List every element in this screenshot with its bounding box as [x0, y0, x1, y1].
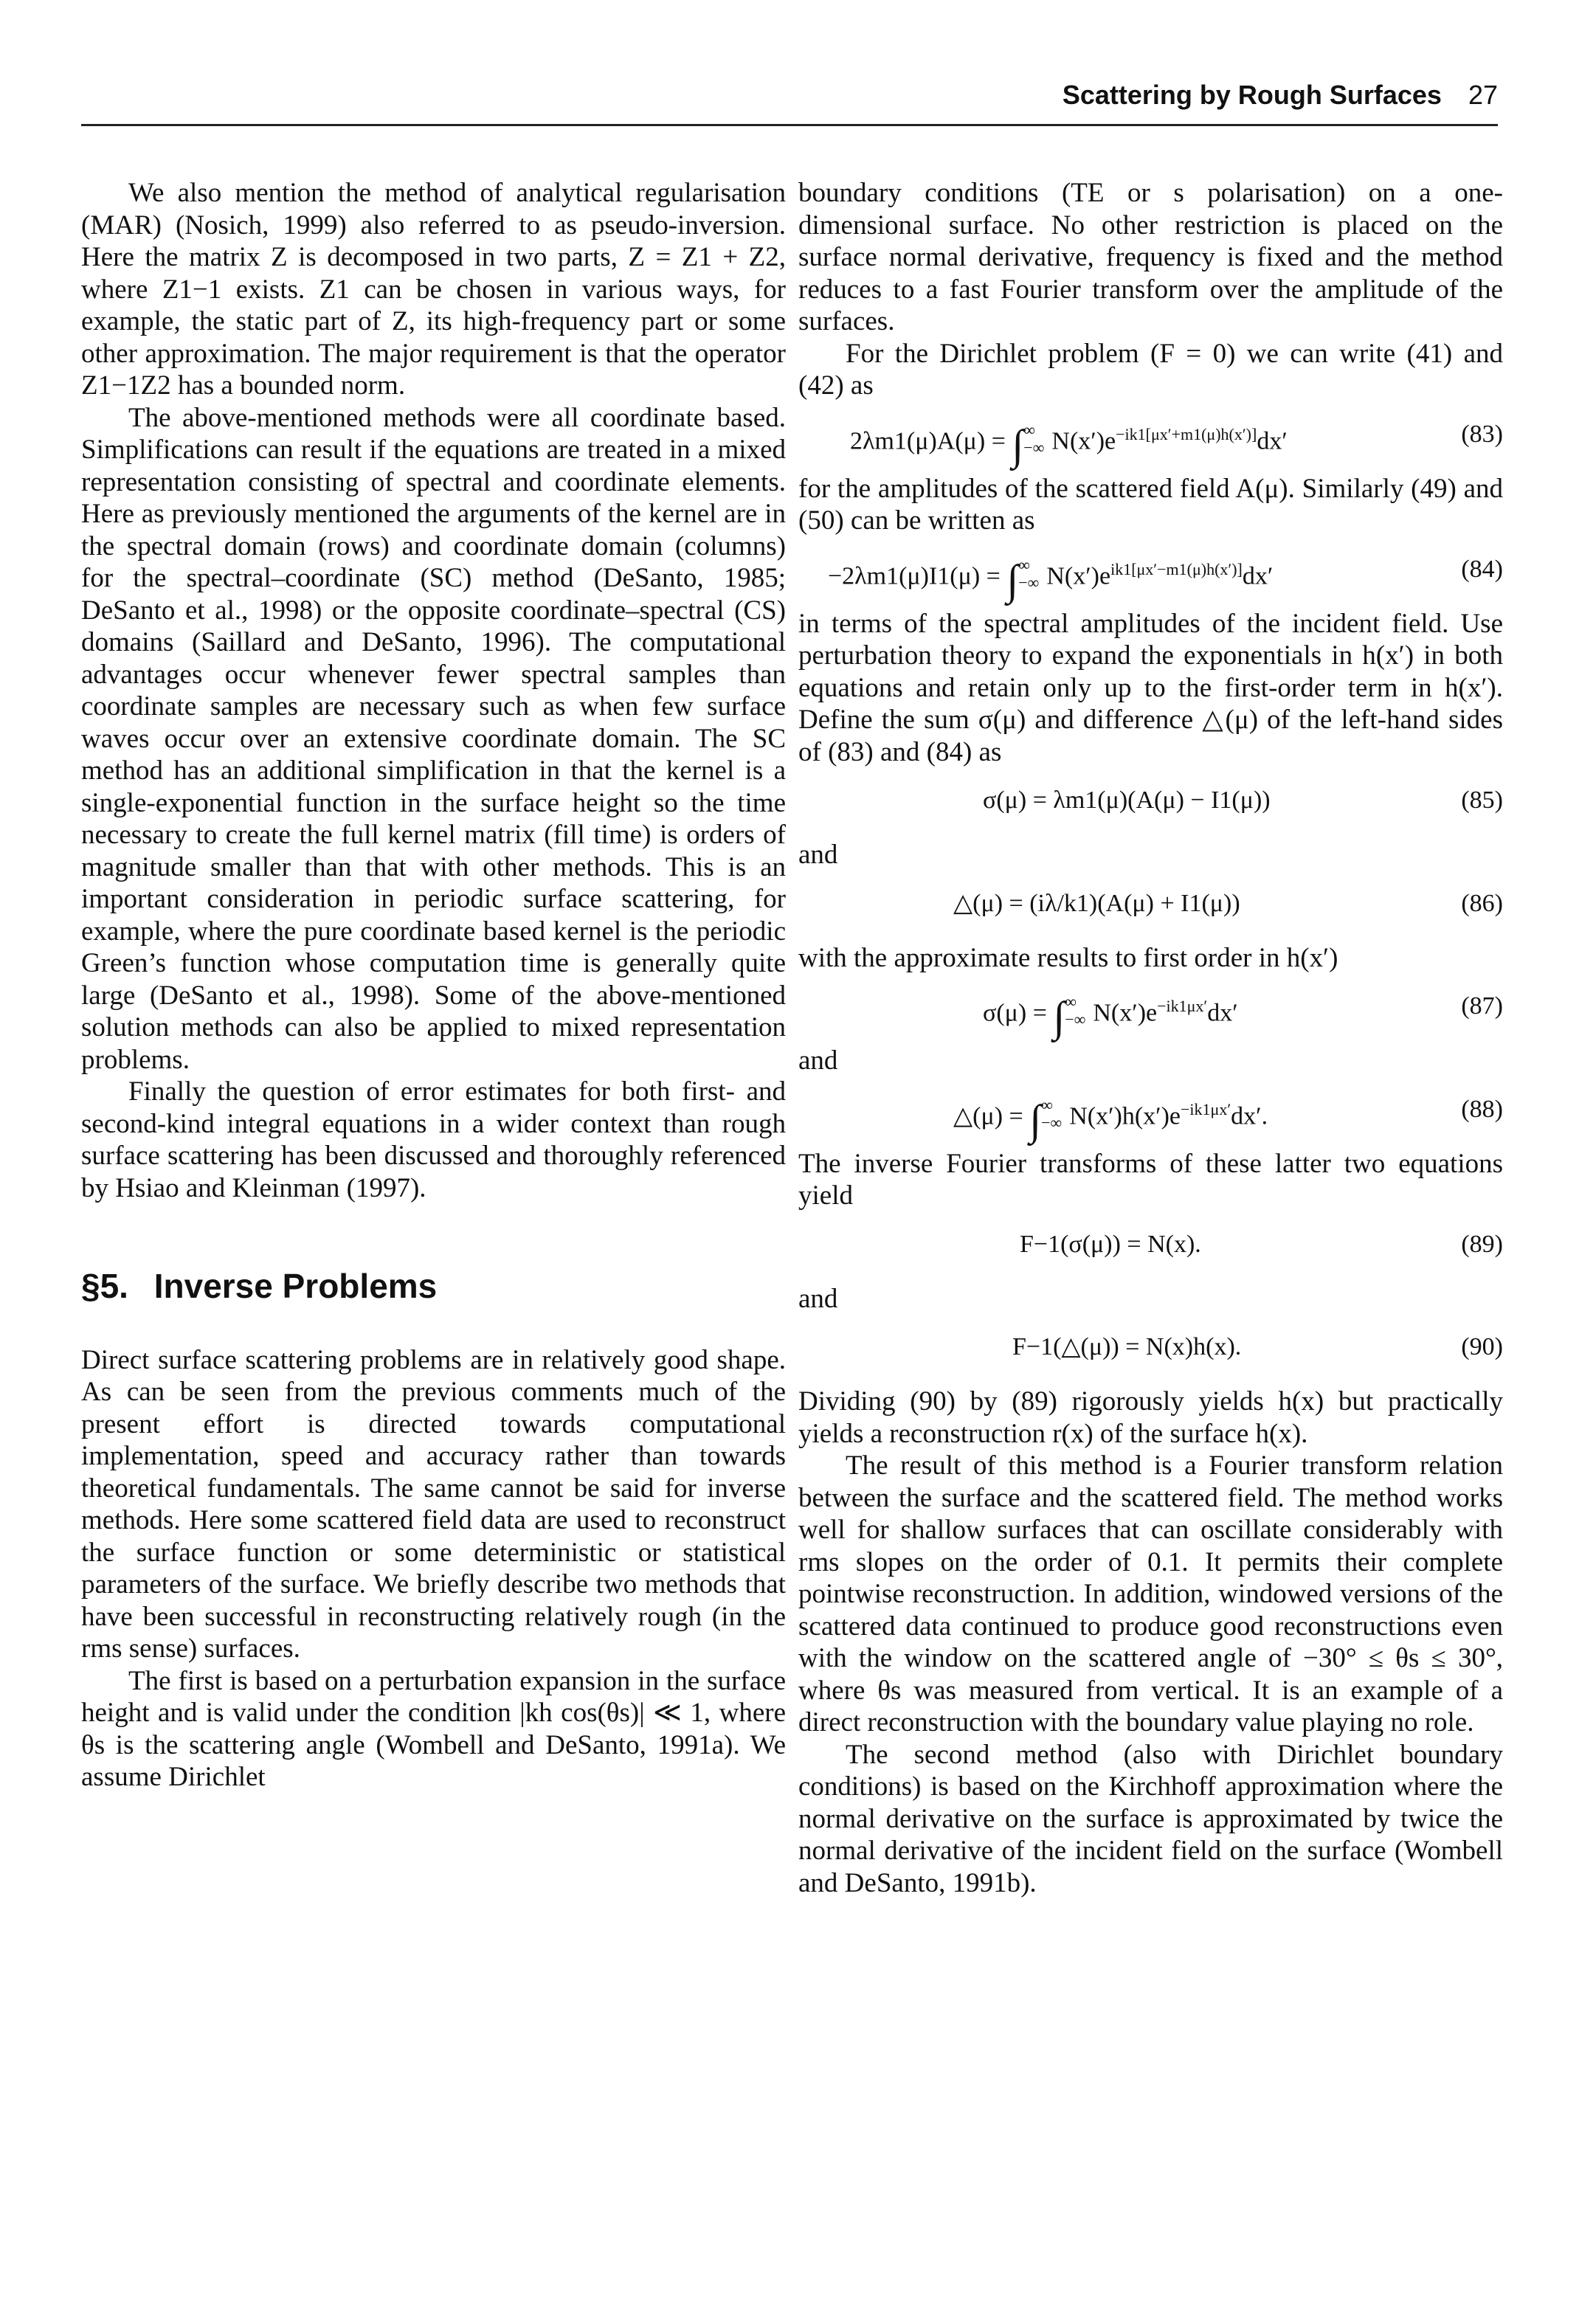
paragraph-mar: We also mention the method of analytical regularisation (MAR) (Nosich, 1999) also referred to as pseudo-inversion. Here the matrix Z is decomposed in two parts, Z = Z1 + Z2, where Z1−1 exists. Z1 can be chosen in various ways, for example, the static part of Z, its high-frequency part or some other approximation. The major requirement is that the operator Z1−1Z2 has a bounded norm.: [81, 178, 786, 401]
eq87-integrand: N(x′)e: [1093, 999, 1158, 1027]
paragraph-coordinate-methods: The above-mentioned methods were all coordinate based. Simplifications can result if the equations are treated in a mixed representation consisting of spectral and coordinate elements. Here as previously mentioned the arguments of the kernel are in the spectral domain (rows) and coordinate domain (columns) for the spectral–coordinate (SC) method (DeSanto, 1985; DeSanto et al., 1998) or the opposite coordinate–spectral (CS) domains (Saillard and DeSanto, 1996). The computational advantages occur whenever fewer spectral samples than coordinate samples are necessary such as when few surface waves occur over an extensive coordinate domain. The SC method has an additional simplification in that the kernel is a single-exponential function in the surface height so the time necessary to create the full kernel matrix (fill time) is orders of magnitude smaller than that with other methods. This is an important consideration in periodic surface scattering, for example, where the pure coordinate based kernel is the periodic Green’s function whose computation time is generally quite large (DeSanto et al., 1998). Some of the above-mentioned solution methods can also be applied to mixed representation problems.: [81, 402, 786, 1075]
eq84-number: (84): [1461, 555, 1503, 583]
eq88-integrand: N(x′)h(x′)e: [1069, 1102, 1181, 1130]
eq89-body: F−1(σ(μ)) = N(x).: [1020, 1230, 1201, 1258]
eq87-number: (87): [1461, 992, 1503, 1020]
eq84-exponent: ik1[μx′−m1(μ)h(x′)]: [1110, 559, 1243, 578]
paragraph-error-estimates: Finally the question of error estimates for both first- and second-kind integral equations in a wider context than rough surface scattering has been discussed and thoroughly referenced by Hsiao and Kleinman (1997).: [81, 1076, 786, 1203]
eq87-exponent: −ik1μx′: [1157, 997, 1208, 1015]
eq87-lower-limit: −∞: [1065, 1010, 1086, 1029]
paragraph-inverse-fourier: The inverse Fourier transforms of these latter two equations yield: [798, 1148, 1503, 1211]
eq84-lhs: −2λm1(μ)I1(μ) =: [828, 561, 1001, 589]
integral-sign: ∫: [1012, 420, 1024, 468]
eq84-upper-limit: ∞: [1018, 555, 1030, 574]
eq88-upper-limit: ∞: [1041, 1095, 1053, 1114]
equation-84: [798, 543, 1503, 602]
equation-90: [798, 1321, 1503, 1380]
section-number: §5.: [81, 1267, 128, 1305]
equation-87: [798, 980, 1503, 1039]
section-heading: [81, 1267, 786, 1305]
eq88-exponent: −ik1μx′: [1181, 1099, 1231, 1118]
paragraph-result: The result of this method is a Fourier transform relation between the surface and the scattered field. The method works well for shallow surfaces that can oscillate considerably with rms slopes on the order of 0.1. It permits their complete pointwise reconstruction. In addition, windowed versions of the scattered data continued to produce good reconstructions even with the window on the scattered angle of −30° ≤ θs ≤ 30°, where θs was measured from vertical. It is an example of a direct reconstruction with the boundary value playing no role.: [798, 1450, 1503, 1737]
page-number: 27: [1468, 80, 1498, 110]
paragraph-direct-problems: Direct surface scattering problems are in relatively good shape. As can be seen from the previous comments much of the present effort is directed towards computational implementation, speed and accuracy rather than towards theoretical fundamentals. The same cannot be said for inverse methods. Here some scattered field data are used to reconstruct the surface function or some deterministic or statistical parameters of the surface. We briefly describe two methods that have been successful in reconstructing relatively rough (in the rms sense) surfaces.: [81, 1344, 786, 1664]
eq85-number: (85): [1461, 786, 1503, 814]
eq83-upper-limit: ∞: [1023, 420, 1035, 439]
eq83-number: (83): [1461, 420, 1503, 448]
paragraph-dividing: Dividing (90) by (89) rigorously yields h(x) but practically yields a reconstruction r(x) of the surface h(x).: [798, 1386, 1503, 1449]
eq88-lhs: △(μ) =: [953, 1102, 1023, 1130]
eq88-lower-limit: −∞: [1041, 1113, 1063, 1132]
eq85-body: σ(μ) = λm1(μ)(A(μ) − I1(μ)): [983, 786, 1271, 814]
connector-and-3: and: [798, 1283, 838, 1314]
eq84-integrand: N(x′)e: [1046, 561, 1111, 589]
running-head: [81, 80, 1498, 124]
running-head-title: Scattering by Rough Surfaces: [1062, 80, 1442, 110]
paragraph-first-order-results: with the approximate results to first order in h(x′): [798, 942, 1338, 973]
eq87-lhs: σ(μ) =: [983, 999, 1047, 1027]
eq87-upper-limit: ∞: [1065, 992, 1077, 1011]
eq83-integrand: N(x′)e: [1051, 426, 1116, 454]
eq84-differential: dx′: [1242, 561, 1274, 589]
integral-sign: ∫: [1053, 992, 1065, 1041]
left-column: [81, 177, 786, 1794]
paragraph-perturbation-theory: in terms of the spectral amplitudes of the incident field. Use perturbation theory to expand the exponentials in h(x′) in both equations and retain only up to the first-order term in h(x′). Define the sum σ(μ) and difference △(μ) of the left-hand sides of (83) and (84) as: [798, 608, 1503, 767]
connector-and-2: and: [798, 1045, 838, 1076]
header-rule: [81, 124, 1498, 126]
integral-sign: ∫: [1006, 555, 1019, 604]
eq88-number: (88): [1461, 1095, 1503, 1123]
paragraph-scattered-amplitudes: for the amplitudes of the scattered field A(μ). Similarly (49) and (50) can be written as: [798, 473, 1503, 536]
eq90-number: (90): [1461, 1333, 1503, 1360]
eq83-lhs: 2λm1(μ)A(μ) =: [850, 426, 1006, 454]
eq90-body: F−1(△(μ)) = N(x)h(x).: [1012, 1333, 1242, 1360]
eq83-lower-limit: −∞: [1023, 438, 1045, 457]
paragraph-dirichlet: For the Dirichlet problem (F = 0) we can write (41) and (42) as: [798, 338, 1503, 401]
equation-86: [798, 877, 1503, 936]
eq86-body: △(μ) = (iλ/k1)(A(μ) + I1(μ)): [953, 889, 1240, 917]
eq83-exponent: −ik1[μx′+m1(μ)h(x′)]: [1116, 424, 1257, 443]
integral-sign: ∫: [1029, 1095, 1042, 1144]
eq84-lower-limit: −∞: [1018, 573, 1040, 592]
connector-and-1: and: [798, 840, 838, 870]
equation-88: [798, 1083, 1503, 1142]
eq83-differential: dx′: [1257, 426, 1288, 454]
paragraph-perturbation: The first is based on a perturbation expansion in the surface height and is valid under the condition |kh cos(θs)| ≪ 1, where θs is the scattering angle (Wombell and DeSanto, 1991a). We assume Dirichlet: [81, 1665, 786, 1792]
equation-83: [798, 408, 1503, 467]
eq88-differential: dx′.: [1231, 1102, 1268, 1130]
eq86-number: (86): [1461, 889, 1503, 917]
paragraph-second-method: The second method (also with Dirichlet boundary conditions) is based on the Kirchhoff approximation where the normal derivative on the surface is approximated by twice the normal derivative of the incident field on the surface (Wombell and DeSanto, 1991b).: [798, 1739, 1503, 1898]
eq87-differential: dx′: [1207, 999, 1238, 1027]
equation-85: [798, 774, 1503, 833]
right-column: [798, 177, 1503, 1899]
section-title: Inverse Problems: [153, 1267, 438, 1305]
paragraph-boundary-conditions: boundary conditions (TE or s polarisation) on a one-dimensional surface. No other restriction is placed on the surface normal derivative, frequency is fixed and the method reduces to a fast Fourier transform over the amplitude of the surfaces.: [798, 178, 1503, 336]
eq89-number: (89): [1461, 1230, 1503, 1258]
equation-89: [798, 1218, 1503, 1277]
